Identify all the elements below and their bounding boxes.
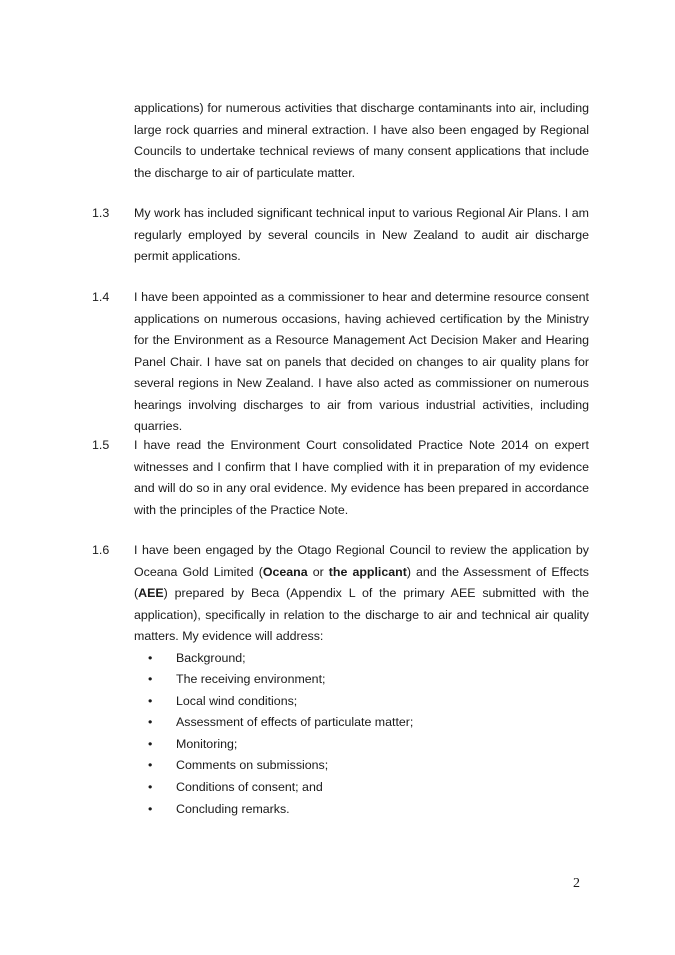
list-item: • Assessment of effects of particulate matter; <box>134 712 589 734</box>
bullet-icon: • <box>148 715 153 730</box>
defined-term: the applicant <box>328 564 407 579</box>
list-item: • The receiving environment; <box>134 669 589 691</box>
bullet-icon: • <box>148 672 153 687</box>
paragraph-1-5 <box>92 435 589 521</box>
list-item: • Concluding remarks. <box>134 799 589 821</box>
defined-term: Oceana <box>262 564 308 579</box>
paragraph-text: My work has included significant technical input to various Regional Air Plans. I am regularly employed by several councils in New Zealand to audit air discharge permit applications. <box>134 206 589 263</box>
paragraph-number: 1.5 <box>92 438 110 452</box>
paragraph-1-4 <box>92 287 589 438</box>
bullet-icon: • <box>148 780 153 795</box>
list-item: • Monitoring; <box>134 734 589 756</box>
paragraph-1-6 <box>92 540 589 820</box>
evidence-topics-list <box>134 648 589 821</box>
paragraph-text: I have read the Environment Court consolidated Practice Note 2014 on expert witnesses and I confirm that I have complied with it in preparation of my evidence and will do so in any oral evidence. My evidence has been prepared in accordance with the principles of the Practice Note. <box>134 438 589 517</box>
list-item: • Comments on submissions; <box>134 755 589 777</box>
paragraph-text: I have been appointed as a commissioner to hear and determine resource consent applications on numerous occasions, having achieved certification by the Ministry for the Environment as a Resource Management Act Decision Maker and Hearing Panel Chair. I have sat on panels that decided on changes to air quality plans for several regions in New Zealand. I have also acted as commissioner on numerous hearings involving discharges to air from various industrial activities, including quarries. <box>134 290 589 433</box>
bullet-icon: • <box>148 736 153 751</box>
bullet-icon: • <box>148 650 153 665</box>
bullet-icon: • <box>148 693 153 708</box>
paragraph-1-3 <box>92 203 589 268</box>
page-number: 2 <box>573 876 580 891</box>
paragraph-number: 1.4 <box>92 290 110 304</box>
intro-paragraph: applications) for numerous activities that discharge contaminants into air, including large rock quarries and mineral extraction. I have also been engaged by Regional Councils to undertake technical reviews of many consent applications that include the discharge to air of particulate matter. <box>134 101 589 180</box>
paragraph-text: I have been engaged by the Otago Regional Council to review the application by Oceana Gold Limited (Oceana or the applicant) and the Assessment of Effects (AEE) prepared by Beca (Appendix L of the primary AEE submitted with the application), specifically in relation to the discharge to air and technical air quality matters. My evidence will address: <box>134 543 589 643</box>
list-item: • Local wind conditions; <box>134 691 589 713</box>
defined-term: AEE <box>138 586 164 600</box>
paragraph-number: 1.6 <box>92 543 110 557</box>
bullet-icon: • <box>148 758 153 773</box>
paragraph-number: 1.3 <box>92 206 110 220</box>
bullet-icon: • <box>148 801 153 816</box>
list-item: • Conditions of consent; and <box>134 777 589 799</box>
list-item: • Background; <box>134 648 589 670</box>
